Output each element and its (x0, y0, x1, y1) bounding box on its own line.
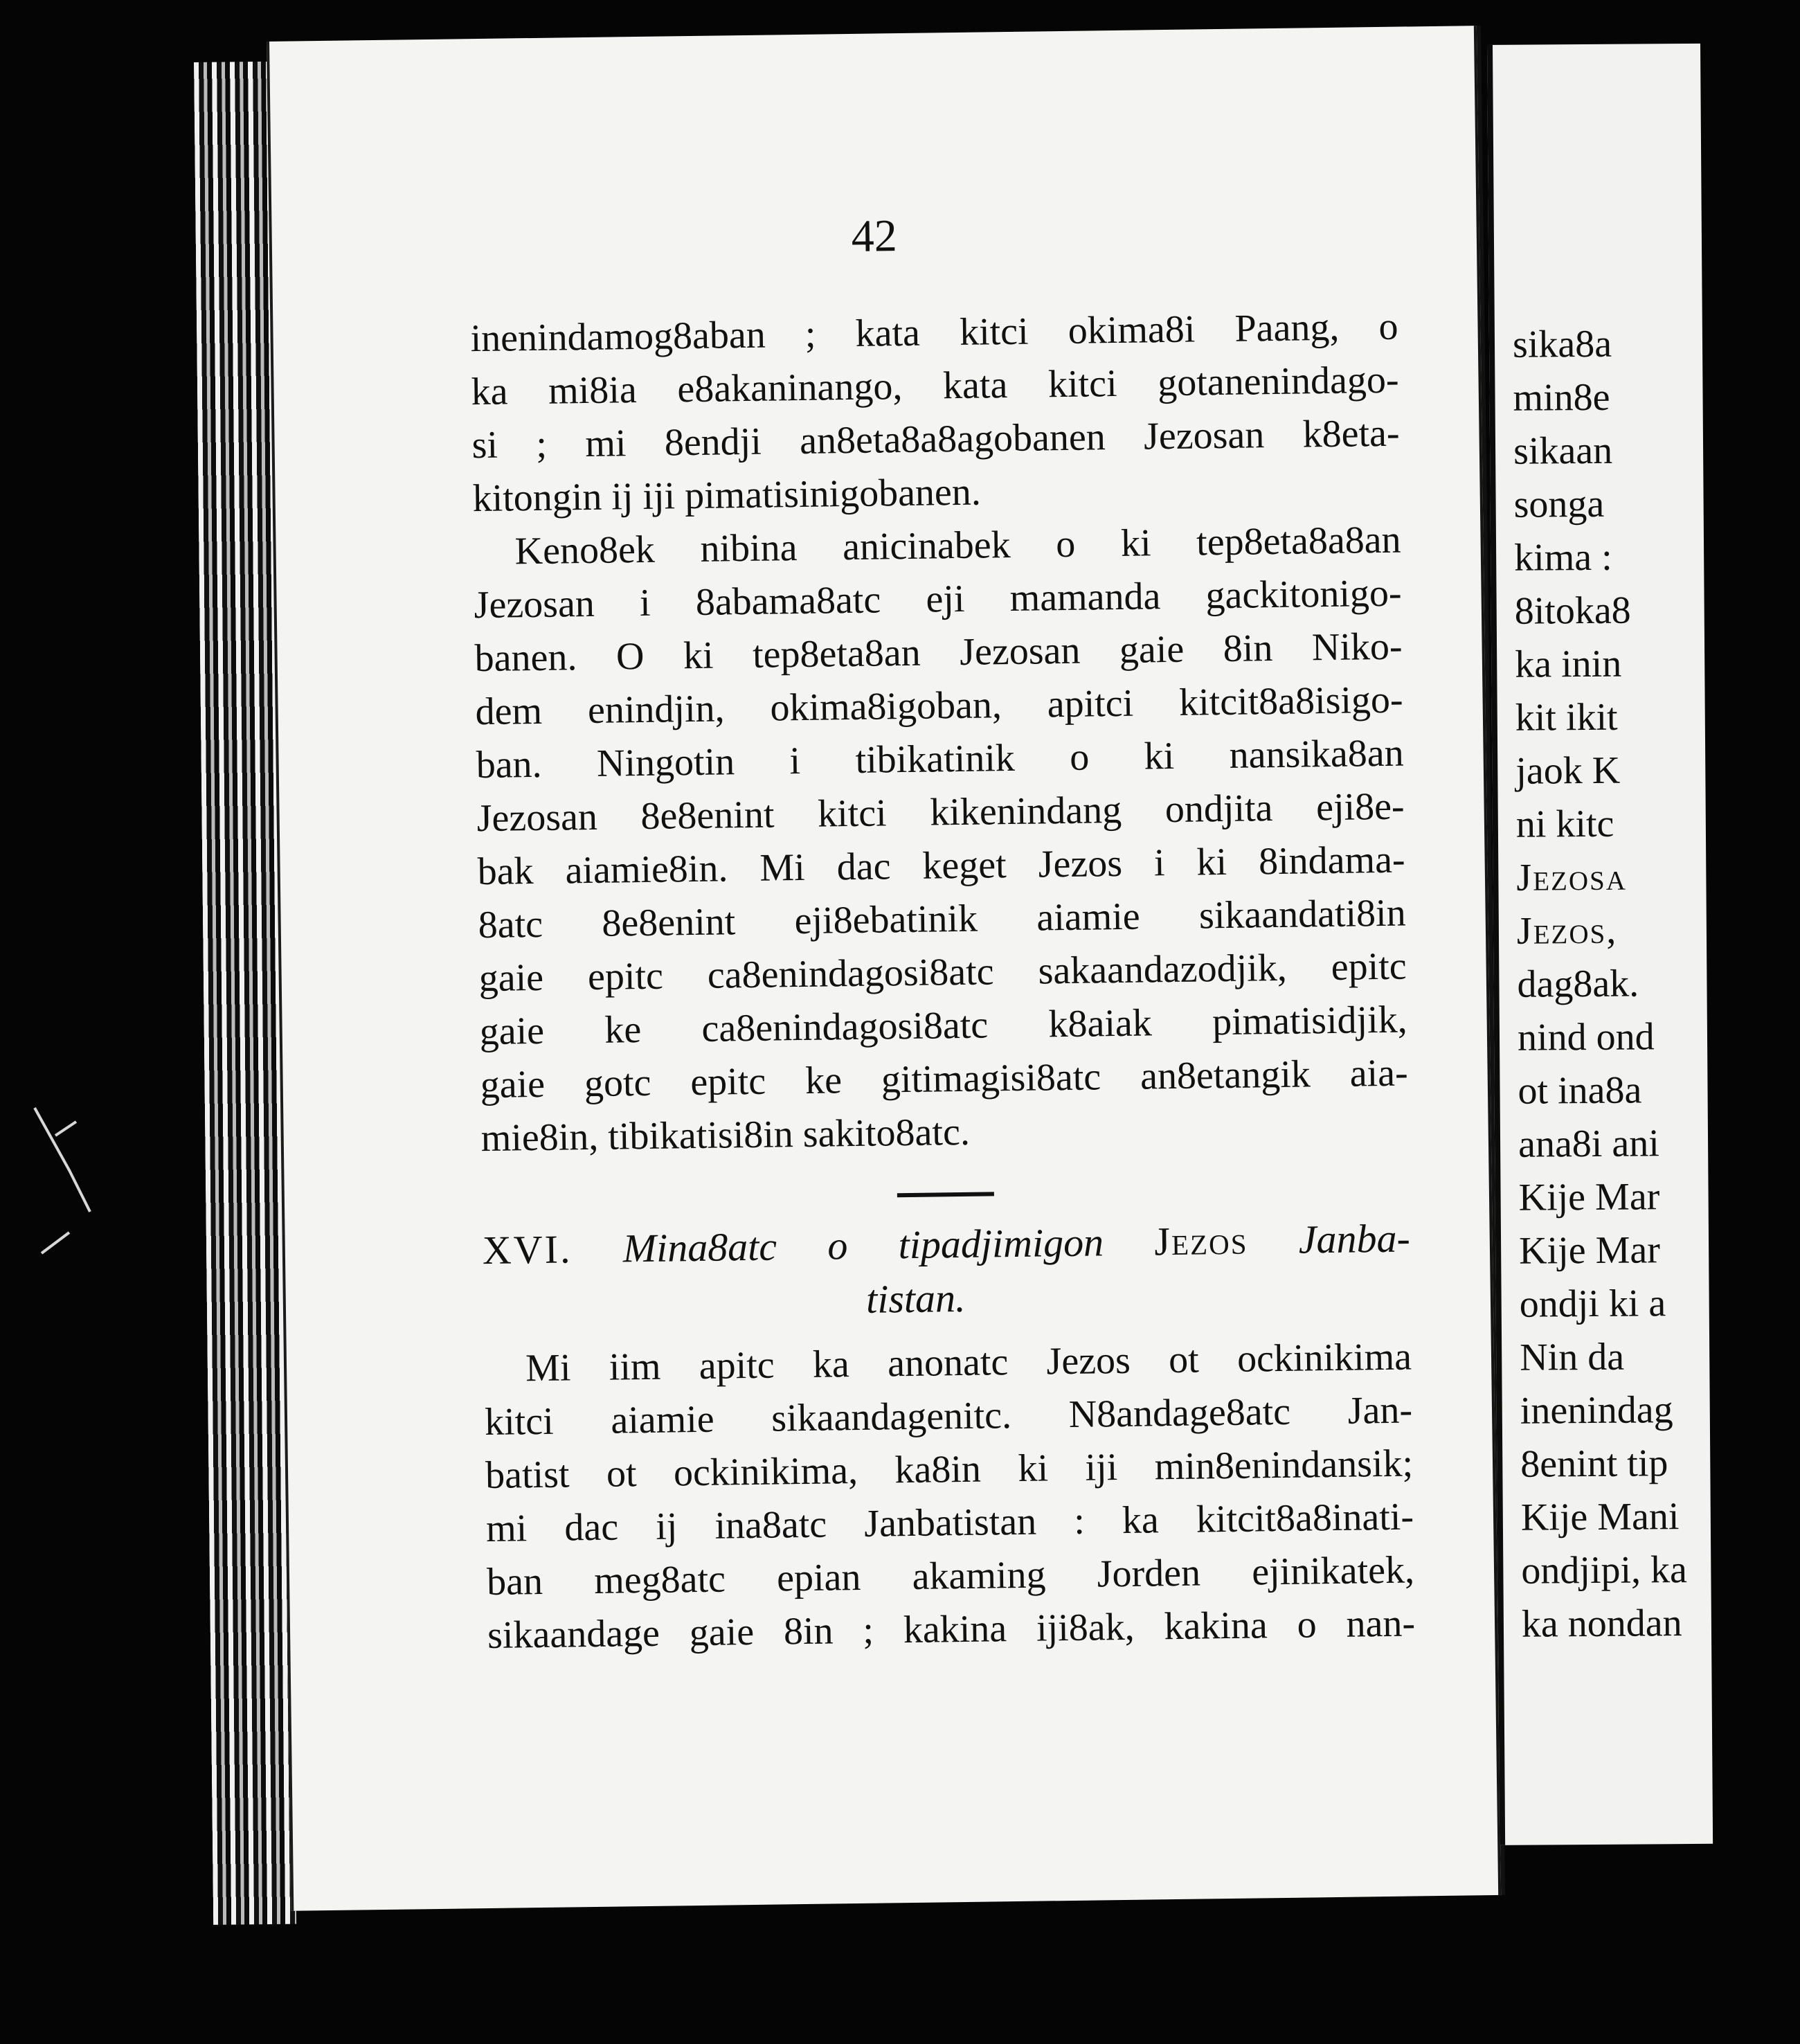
text-line: ana8i ani (1518, 1122, 1659, 1166)
paragraph-3 (484, 1331, 1416, 1663)
text-line: mie8in, tibikatisi8in sakito8atc. (480, 1110, 971, 1160)
text-line: gaie epitc ca8enindagosi8atc sakaandazodjik, epitc (478, 944, 1407, 1001)
text-line: Jezosan i 8abama8atc eji mamanda gackitonigo- (474, 571, 1402, 627)
text-line: Nin da (1520, 1335, 1625, 1379)
text-line: ka mi8ia e8akaninango, kata kitci gotanenindago- (471, 358, 1399, 414)
text-line: ni kitc (1515, 802, 1614, 846)
text-line: ka nondan (1521, 1602, 1682, 1646)
text-line: Keno8ek nibina anicinabek o ki tep8eta8a8an (514, 518, 1401, 573)
text-line: Jezos, (1516, 908, 1618, 953)
text-line: ka inin (1515, 642, 1622, 686)
page-body (470, 301, 1415, 1662)
text-line: sikaandage gaie 8in ; kakina iji8ak, kakina o nan- (487, 1602, 1416, 1658)
text-line: Kije Mani (1520, 1495, 1680, 1539)
text-line: ot ina8a (1518, 1068, 1642, 1113)
text-line: banen. O ki tep8eta8an Jezosan gaie 8in Niko- (474, 625, 1403, 681)
text-line: sika8a (1512, 322, 1612, 366)
page-number: 42 (851, 210, 898, 262)
text-line: songa (1513, 482, 1605, 526)
text-line: nind ond (1517, 1015, 1655, 1059)
text-line: dem enindjin, okima8igoban, apitci kitcit8a8isigo- (475, 678, 1403, 734)
text-line: batist ot ockinikima, ka8in ki iji min8enindansik; (485, 1442, 1414, 1498)
text-line: inenindag (1520, 1388, 1673, 1433)
text-line: kitci aiamie sikaandagenitc. N8andage8atc Jan- (484, 1388, 1413, 1444)
section-title-part2: Janba- (1298, 1215, 1411, 1262)
left-page (267, 26, 1501, 1911)
text-line: 8itoka8 (1514, 589, 1631, 633)
text-line: Mi iim apitc ka anonatc Jezos ot ockinikima (525, 1335, 1412, 1390)
text-line: ondjipi, ka (1521, 1548, 1688, 1593)
margin-scratch-marks (28, 1094, 145, 1219)
text-line: Kije Mar (1518, 1228, 1661, 1273)
text-line: sikaan (1513, 429, 1613, 473)
text-line: gaie ke ca8enindagosi8atc k8aiak pimatisidjik, (479, 998, 1408, 1054)
text-line: kitongin ij iji pimatisinigobanen. (472, 470, 982, 521)
text-line: 8enint tip (1520, 1442, 1668, 1486)
paragraph-1 (470, 301, 1401, 526)
text-line: kima : (1513, 535, 1612, 580)
text-line: si ; mi 8endji an8eta8a8agobanen Jezosan k8eta- (471, 411, 1400, 467)
right-page-text (1513, 316, 1799, 1651)
text-line: Jezosan 8e8enint kitci kikenindang ondjita eji8e- (476, 785, 1405, 841)
paragraph-2 (473, 514, 1409, 1165)
text-line: jaok K (1515, 748, 1621, 793)
section-heading (482, 1212, 1411, 1332)
section-number: XVI. (482, 1226, 573, 1273)
text-line: 8atc 8e8enint eji8ebatinik aiamie sikaandati8in (478, 891, 1407, 947)
text-line: mi dac ij ina8atc Janbatistan : ka kitcit8a8inati- (485, 1495, 1414, 1551)
text-line: inenindamog8aban ; kata kitci okima8i Paang, o (470, 305, 1398, 361)
text-line: bak aiamie8in. Mi dac keget Jezos i ki 8indama- (477, 838, 1406, 894)
text-line: dag8ak. (1517, 962, 1639, 1006)
text-line: kit ikit (1515, 695, 1618, 739)
text-line: ondji ki a (1519, 1282, 1666, 1326)
section-title-continued: tistan. (865, 1275, 966, 1322)
section-title-name: Jezos (1153, 1217, 1248, 1264)
text-line: gaie gotc epitc ke gitimagisi8atc an8etangik aia- (480, 1051, 1409, 1107)
text-line: ban. Ningotin i tibikatinik o ki nansika8an (476, 731, 1404, 787)
section-divider (897, 1192, 994, 1197)
section-title-part1: Mina8atc o tipadjimigon (622, 1219, 1104, 1271)
text-line: ban meg8atc epian akaming Jorden ejinikatek, (486, 1548, 1415, 1604)
text-line: Kije Mar (1518, 1175, 1660, 1219)
text-line: Jezosa (1516, 855, 1628, 899)
right-page-fragment (1487, 44, 1713, 1845)
text-line: min8e (1513, 375, 1610, 420)
